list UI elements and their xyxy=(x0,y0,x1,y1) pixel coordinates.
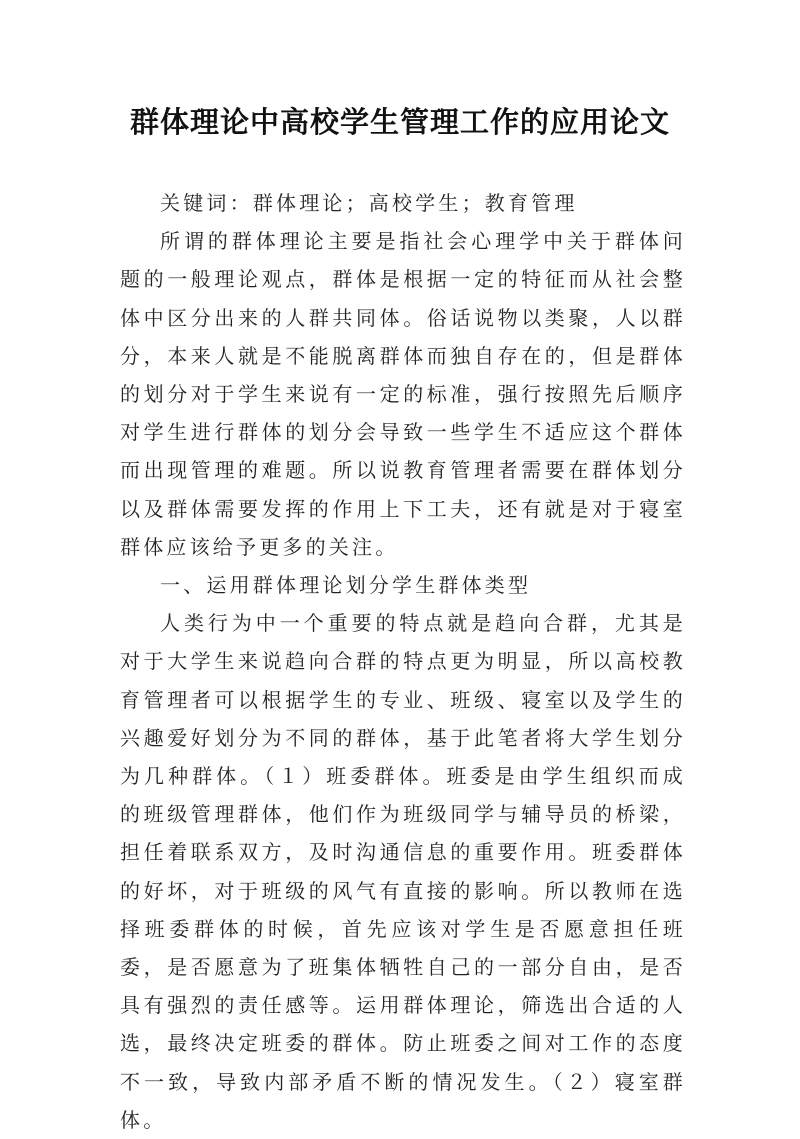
keywords-line xyxy=(120,184,686,222)
paragraph-intro: 所谓的群体理论主要是指社会心理学中关于群体问题的一般理论观点，群体是根据一定的特征而从社会整体中区分出来的人群共同体。俗话说物以类聚，人以群分，本来人就是不能脱离群体而独自存在的，但是群体的划分对于学生来说有一定的标准，强行按照先后顺序对学生进行群体的划分会导致一些学生不适应这个群体而出现管理的难题。所以说教育管理者需要在群体划分以及群体需要发挥的作用上下工夫，还有就是对于寝室群体应该给予更多的关注。 xyxy=(120,229,686,559)
keywords-value: 群体理论；高校学生；教育管理 xyxy=(252,191,578,215)
keywords-label: 关键词： xyxy=(160,191,253,215)
section-heading: 一、运用群体理论划分学生群体类型 xyxy=(160,573,532,598)
document-title: 群体理论中高校学生管理工作的应用论文 xyxy=(129,105,670,139)
document-body xyxy=(120,184,686,1139)
paragraph-body: 人类行为中一个重要的特点就是趋向合群，尤其是对于大学生来说趋向合群的特点更为明显，所以高校教育管理者可以根据学生的专业、班级、寝室以及学生的兴趣爱好划分为不同的群体，基于此笔者将大学生划分为几种群体。（１）班委群体。班委是由学生组织而成的班级管理群体，他们作为班级同学与辅导员的桥梁，担任着联系双方，及时沟通信息的重要作用。班委群体的好坏，对于班级的风气有直接的影响。所以教师在选择班委群体的时候，首先应该对学生是否愿意担任班委，是否愿意为了班集体牺牲自己的一部分自由，是否具有强烈的责任感等。运用群体理论，筛选出合适的人选，最终决定班委的群体。防止班委之间对工作的态度不一致，导致内部矛盾不断的情况发生。（２）寝室群体。 xyxy=(120,611,686,1132)
